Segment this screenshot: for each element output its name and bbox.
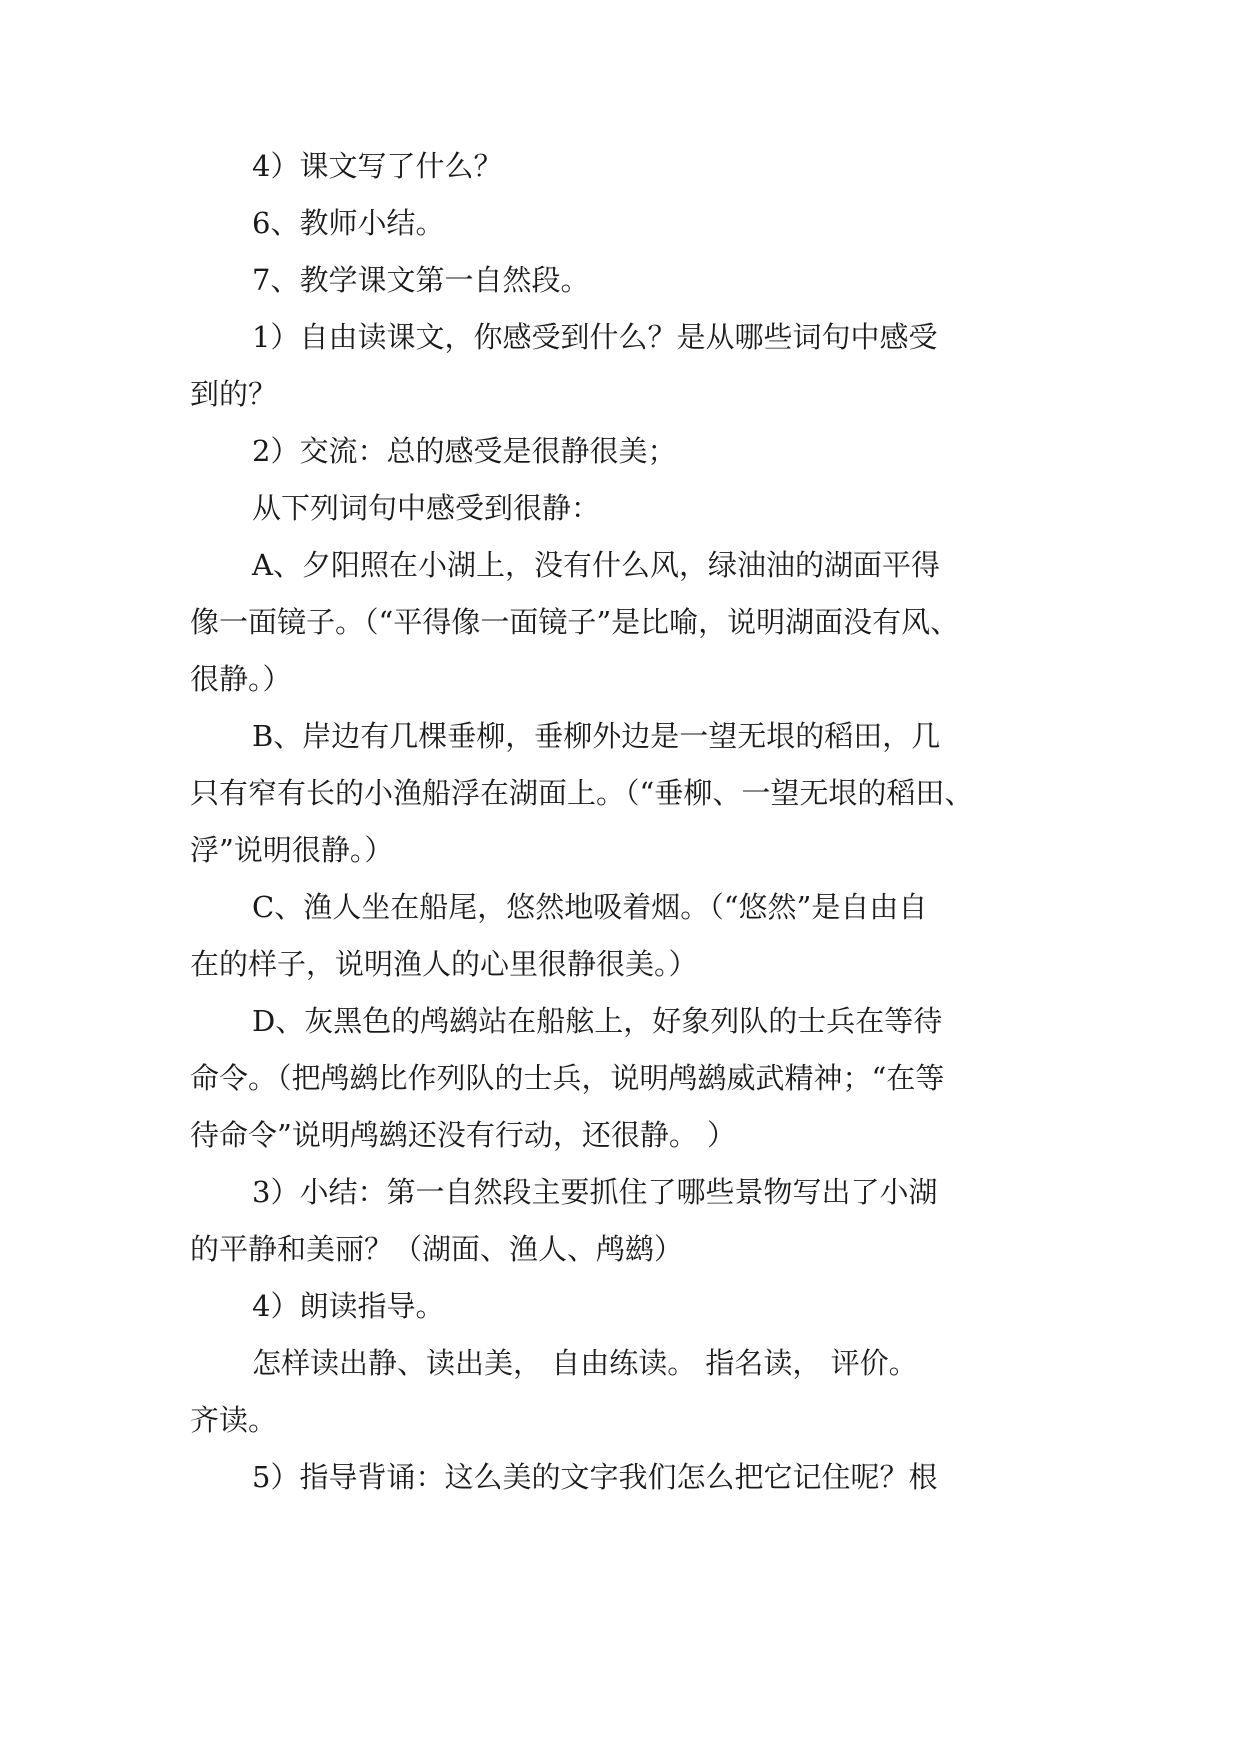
text-line: 1）自由读课文，你感受到什么？是从哪些词句中感受 [252, 320, 938, 354]
text-line: 的平静和美丽？（湖面、渔人、鸬鹚） [190, 1232, 684, 1266]
text-line: D、灰黑色的鸬鹚站在船舷上，好象列队的士兵在等待 [252, 1004, 943, 1038]
text-line: 3）小结：第一自然段主要抓住了哪些景物写出了小湖 [252, 1175, 938, 1209]
text-line: 5）指导背诵：这么美的文字我们怎么把它记住呢？根 [252, 1460, 938, 1494]
text-line: 在的样子，说明渔人的心里很静很美。） [190, 947, 698, 981]
text-line: 只有窄有长的小渔船浮在湖面上。（“垂柳、一望无垠的稻田、 [190, 776, 974, 810]
text-line: 怎样读出静、读出美， 自由练读。 指名读， 评价。 [252, 1346, 918, 1380]
text-line: C、渔人坐在船尾，悠然地吸着烟。（“悠然”是自由自 [252, 890, 928, 924]
text-line: 齐读。 [190, 1403, 278, 1437]
text-line: 7、教学课文第一自然段。 [252, 263, 590, 297]
text-line: 4）课文写了什么？ [252, 149, 503, 183]
text-line: B、岸边有几棵垂柳，垂柳外边是一望无垠的稻田，几 [252, 719, 941, 753]
text-line: 到的？ [190, 377, 278, 411]
text-line: 4）朗读指导。 [252, 1289, 445, 1323]
text-line: 2）交流：总的感受是很静很美； [252, 434, 677, 468]
text-line: 待命令”说明鸬鹚还没有行动，还很静。 ） [190, 1118, 737, 1152]
text-line: 浮”说明很静。） [190, 833, 394, 867]
text-line: A、夕阳照在小湖上，没有什么风，绿油油的湖面平得 [252, 548, 940, 582]
text-line: 从下列词句中感受到很静： [252, 491, 601, 525]
text-line: 很静。） [190, 662, 292, 696]
text-line: 像一面镜子。（“平得像一面镜子”是比喻，说明湖面没有风、 [190, 605, 960, 639]
text-line: 命令。（把鸬鹚比作列队的士兵，说明鸬鹚威武精神；“在等 [190, 1061, 945, 1095]
text-line: 6、教师小结。 [252, 206, 445, 240]
